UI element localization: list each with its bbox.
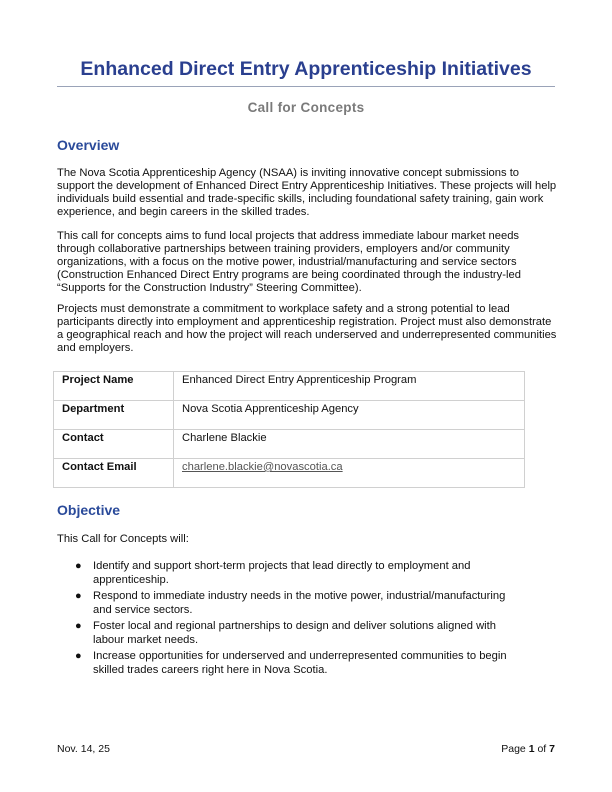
list-item: [57, 559, 527, 587]
page-of: of: [537, 743, 547, 755]
project-name-label: Project Name: [54, 372, 174, 401]
list-item: [57, 649, 527, 677]
overview-paragraph-1: The Nova Scotia Apprenticeship Agency (NSAA) is inviting innovative concept submissions to support the development of Enhanced Direct Entry Apprenticeship Initiatives. These projects will help individuals build essential and trade-specific skills, including foundational safety training, gain work experience, and begin careers in the skilled trades.: [57, 167, 557, 218]
contact-email-link[interactable]: charlene.blackie@novascotia.ca: [182, 461, 343, 473]
contact-email-cell: [174, 459, 525, 488]
contact-value: Charlene Blackie: [174, 430, 525, 459]
table-row: [54, 459, 525, 488]
objective-bullet-list: [57, 559, 527, 679]
project-name-value: Enhanced Direct Entry Apprenticeship Program: [174, 372, 525, 401]
department-value: Nova Scotia Apprenticeship Agency: [174, 401, 525, 430]
bullet-icon: ●: [75, 590, 82, 602]
department-label: Department: [54, 401, 174, 430]
list-item-text: Foster local and regional partnerships to design and deliver solutions aligned with labour market needs.: [93, 620, 496, 646]
footer-page-number: [501, 743, 555, 755]
document-subtitle: Call for Concepts: [247, 100, 365, 115]
title-divider: [57, 86, 555, 87]
table-row: [54, 430, 525, 459]
list-item-text: Identify and support short-term projects that lead directly to employment and apprenticeship.: [93, 560, 471, 586]
list-item: [57, 589, 527, 617]
objective-heading: Objective: [57, 502, 121, 518]
contact-label: Contact: [54, 430, 174, 459]
page-current: 1: [528, 743, 535, 755]
objective-intro: This Call for Concepts will:: [57, 533, 189, 545]
page-total: 7: [549, 743, 555, 755]
overview-heading: Overview: [57, 137, 120, 153]
table-row: [54, 401, 525, 430]
bullet-icon: ●: [75, 620, 82, 632]
project-info-table: [53, 371, 525, 488]
bullet-icon: ●: [75, 560, 82, 572]
list-item: [57, 619, 527, 647]
footer-date: Nov. 14, 25: [57, 743, 110, 755]
contact-email-label: Contact Email: [54, 459, 174, 488]
bullet-icon: ●: [75, 650, 82, 662]
overview-paragraph-3: Projects must demonstrate a commitment to workplace safety and a strong potential to lead participants directly into employment and apprenticeship registration. Project must also demonstrate a geographical reach and how the project will reach underserved and underrepresented communities and employers.: [57, 303, 557, 354]
overview-paragraph-2: This call for concepts aims to fund local projects that address immediate labour market needs through collaborative partnerships between training providers, employers and/or community organizations, with a focus on the motive power, industrial/manufacturing and service sectors (Construction Enhanced Direct Entry programs are being coordinated through the industry-led “Supports for the Construction Industry” Steering Committee).: [57, 230, 521, 294]
list-item-text: Increase opportunities for underserved and underrepresented communities to begin skilled trades careers right here in Nova Scotia.: [93, 650, 507, 676]
document-title: Enhanced Direct Entry Apprenticeship Initiatives: [80, 58, 532, 80]
list-item-text: Respond to immediate industry needs in the motive power, industrial/manufacturing and service sectors.: [93, 590, 506, 616]
table-row: [54, 372, 525, 401]
page-word: Page: [501, 743, 526, 755]
